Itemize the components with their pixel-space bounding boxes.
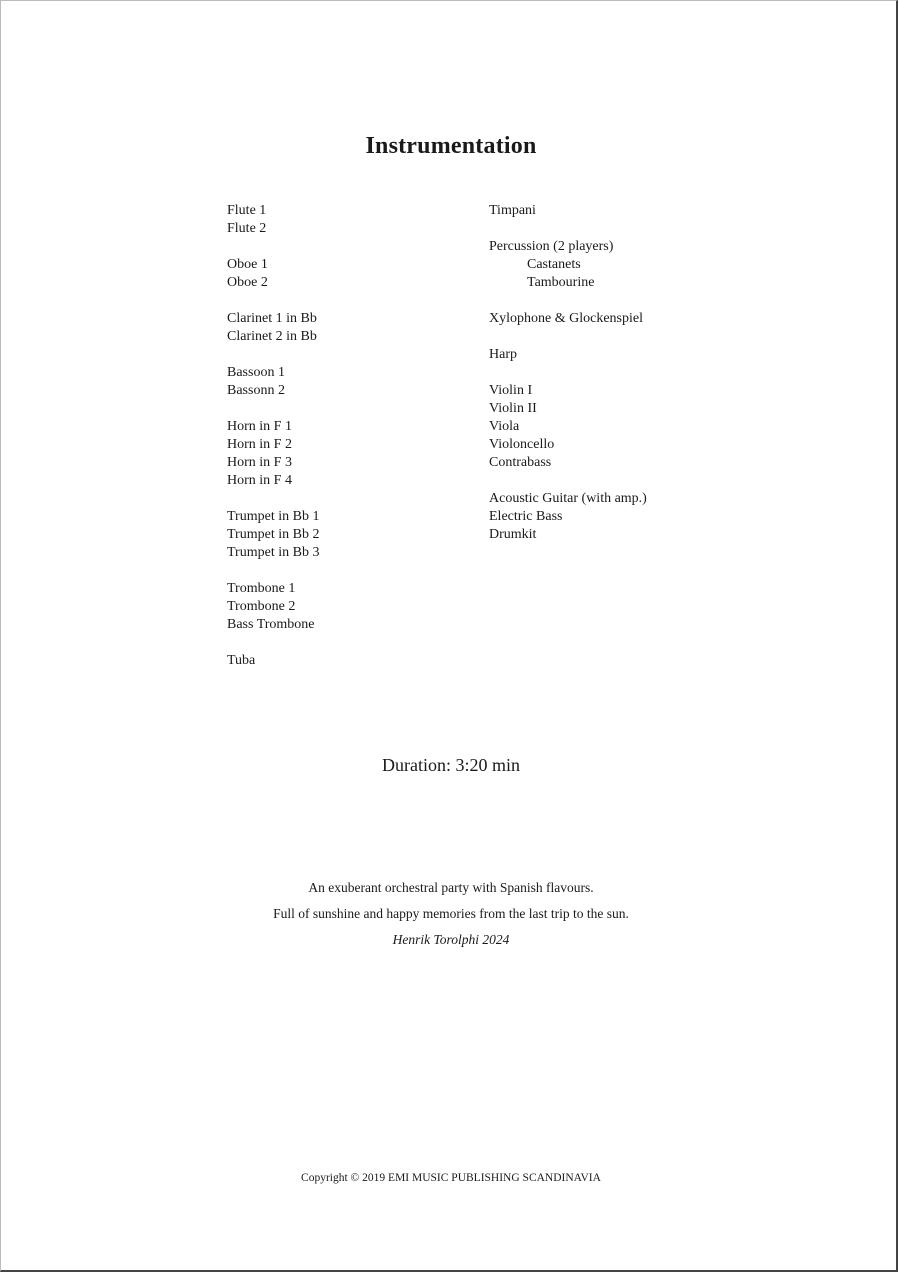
instrument-item: Trumpet in Bb 1 — [227, 509, 320, 524]
instrument-item: Bassoon 1 — [227, 365, 285, 380]
instrument-item: Trombone 2 — [227, 599, 296, 614]
harp-group — [489, 346, 647, 364]
instrument-item: Acoustic Guitar (with amp.) — [489, 491, 647, 506]
instrument-item: Horn in F 4 — [227, 473, 292, 488]
notes-line: An exuberant orchestral party with Spanish flavours. — [308, 880, 594, 895]
instrument-list-left — [227, 202, 319, 688]
mallets-group — [489, 310, 647, 328]
instrument-item: Horn in F 2 — [227, 437, 292, 452]
instrument-list-right — [489, 202, 647, 562]
strings-group — [489, 382, 647, 472]
instrument-item: Bass Trombone — [227, 617, 315, 632]
clarinet-group — [227, 310, 319, 346]
instrument-item: Timpani — [489, 203, 536, 218]
instrument-item: Flute 2 — [227, 221, 267, 236]
page-title: Instrumentation — [365, 133, 537, 159]
tuba-group — [227, 652, 319, 670]
instrument-item: Trombone 1 — [227, 581, 296, 596]
copyright-notice: Copyright © 2019 EMI MUSIC PUBLISHING SCANDINAVIA — [301, 1172, 601, 1184]
instrument-item: Drumkit — [489, 527, 537, 542]
instrument-item: Trumpet in Bb 2 — [227, 527, 320, 542]
percussion-group — [489, 238, 647, 292]
instrument-item: Trumpet in Bb 3 — [227, 545, 320, 560]
instrument-item: Oboe 2 — [227, 275, 268, 290]
composer-credit: Henrik Torolphi 2024 — [392, 932, 510, 947]
duration-text: Duration: 3:20 min — [382, 755, 520, 775]
instrument-item: Flute 1 — [227, 203, 267, 218]
percussion-subitem: Tambourine — [527, 275, 595, 290]
instrument-item: Harp — [489, 347, 517, 362]
band-group — [489, 490, 647, 544]
instrument-item: Viola — [489, 419, 520, 434]
bassoon-group — [227, 364, 319, 400]
trumpet-group — [227, 508, 319, 562]
horn-group — [227, 418, 319, 490]
instrument-item: Violin II — [489, 401, 537, 416]
instrument-item: Contrabass — [489, 455, 552, 470]
percussion-subitem: Castanets — [527, 257, 581, 272]
program-notes — [1, 875, 900, 953]
instrument-item: Horn in F 1 — [227, 419, 292, 434]
oboe-group — [227, 256, 319, 292]
instrument-item: Percussion (2 players) — [489, 239, 614, 254]
instrument-item: Clarinet 2 in Bb — [227, 329, 317, 344]
trombone-group — [227, 580, 319, 634]
instrument-item: Electric Bass — [489, 509, 563, 524]
instrument-item: Tuba — [227, 653, 256, 668]
instrument-item: Horn in F 3 — [227, 455, 292, 470]
notes-line: Full of sunshine and happy memories from the last trip to the sun. — [273, 906, 629, 921]
instrument-item: Oboe 1 — [227, 257, 268, 272]
flute-group — [227, 202, 319, 238]
timpani-group — [489, 202, 647, 220]
instrument-item: Xylophone & Glockenspiel — [489, 311, 643, 326]
instrument-item: Clarinet 1 in Bb — [227, 311, 317, 326]
instrument-item: Violin I — [489, 383, 533, 398]
instrument-item: Bassonn 2 — [227, 383, 285, 398]
instrument-item: Violoncello — [489, 437, 555, 452]
